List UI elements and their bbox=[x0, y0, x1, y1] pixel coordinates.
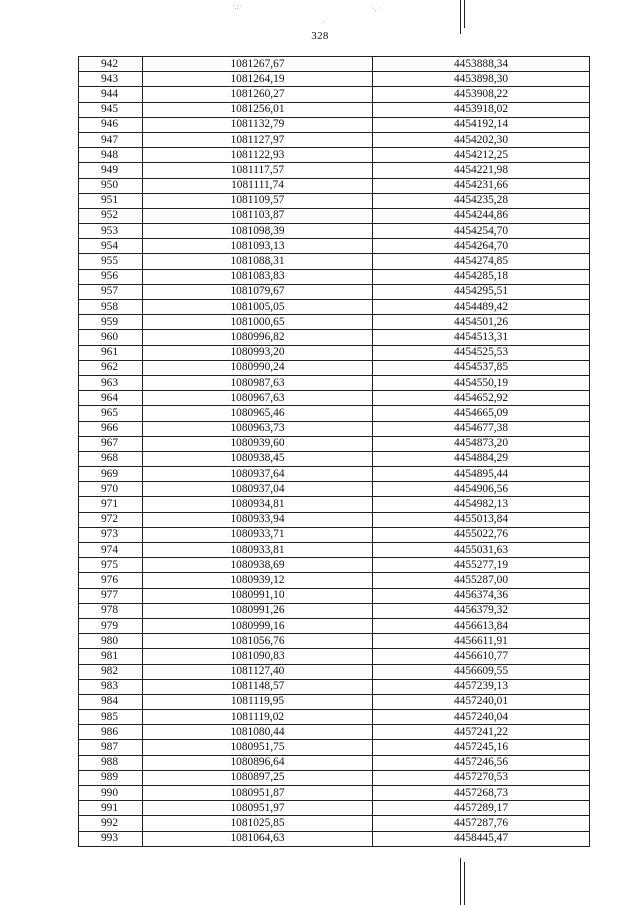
table-row bbox=[79, 178, 590, 193]
x-coordinate-cell: 1081256,01 bbox=[143, 102, 373, 117]
table-row bbox=[79, 254, 590, 269]
y-coordinate-cell: 4454295,51 bbox=[373, 284, 590, 299]
x-coordinate-cell: 1080933,94 bbox=[143, 512, 373, 527]
x-coordinate-cell: 1081064,63 bbox=[143, 831, 373, 846]
point-number-cell: 949 bbox=[79, 163, 143, 178]
point-number-cell: 979 bbox=[79, 618, 143, 633]
y-coordinate-cell: 4454221,98 bbox=[373, 163, 590, 178]
x-coordinate-cell: 1081127,97 bbox=[143, 132, 373, 147]
y-coordinate-cell: 4454513,31 bbox=[373, 330, 590, 345]
x-coordinate-cell: 1080987,63 bbox=[143, 375, 373, 390]
table-row bbox=[79, 224, 590, 239]
table-row bbox=[79, 315, 590, 330]
y-coordinate-cell: 4454501,26 bbox=[373, 315, 590, 330]
table-row bbox=[79, 57, 590, 72]
point-number-cell: 973 bbox=[79, 527, 143, 542]
point-number-cell: 955 bbox=[79, 254, 143, 269]
point-number-cell: 989 bbox=[79, 770, 143, 785]
x-coordinate-cell: 1081119,95 bbox=[143, 694, 373, 709]
point-number-cell: 977 bbox=[79, 588, 143, 603]
x-coordinate-cell: 1080939,12 bbox=[143, 573, 373, 588]
x-coordinate-cell: 1081080,44 bbox=[143, 725, 373, 740]
scan-artifact: · bbox=[322, 18, 325, 27]
y-coordinate-cell: 4455277,19 bbox=[373, 558, 590, 573]
y-coordinate-cell: 4456609,55 bbox=[373, 664, 590, 679]
binding-line bbox=[464, 862, 465, 905]
table-row bbox=[79, 588, 590, 603]
x-coordinate-cell: 1081000,65 bbox=[143, 315, 373, 330]
point-number-cell: 991 bbox=[79, 801, 143, 816]
point-number-cell: 968 bbox=[79, 451, 143, 466]
y-coordinate-cell: 4455022,76 bbox=[373, 527, 590, 542]
point-number-cell: 990 bbox=[79, 786, 143, 801]
table-row bbox=[79, 345, 590, 360]
x-coordinate-cell: 1081119,02 bbox=[143, 710, 373, 725]
x-coordinate-cell: 1080993,20 bbox=[143, 345, 373, 360]
x-coordinate-cell: 1080934,81 bbox=[143, 497, 373, 512]
table-row bbox=[79, 770, 590, 785]
point-number-cell: 988 bbox=[79, 755, 143, 770]
point-number-cell: 963 bbox=[79, 375, 143, 390]
table-row bbox=[79, 451, 590, 466]
y-coordinate-cell: 4456374,36 bbox=[373, 588, 590, 603]
table-row bbox=[79, 269, 590, 284]
y-coordinate-cell: 4454884,29 bbox=[373, 451, 590, 466]
binding-line bbox=[464, 0, 465, 28]
y-coordinate-cell: 4454873,20 bbox=[373, 436, 590, 451]
point-number-cell: 944 bbox=[79, 87, 143, 102]
x-coordinate-cell: 1081103,87 bbox=[143, 208, 373, 223]
y-coordinate-cell: 4457239,13 bbox=[373, 679, 590, 694]
x-coordinate-cell: 1080938,45 bbox=[143, 451, 373, 466]
table-row bbox=[79, 132, 590, 147]
y-coordinate-cell: 4454231,66 bbox=[373, 178, 590, 193]
y-coordinate-cell: 4454525,53 bbox=[373, 345, 590, 360]
table-row bbox=[79, 786, 590, 801]
y-coordinate-cell: 4454254,70 bbox=[373, 224, 590, 239]
table-row bbox=[79, 375, 590, 390]
table-row bbox=[79, 573, 590, 588]
x-coordinate-cell: 1080937,64 bbox=[143, 467, 373, 482]
x-coordinate-cell: 1080991,26 bbox=[143, 603, 373, 618]
x-coordinate-cell: 1081083,83 bbox=[143, 269, 373, 284]
x-coordinate-cell: 1080965,46 bbox=[143, 406, 373, 421]
y-coordinate-cell: 4453888,34 bbox=[373, 57, 590, 72]
table-row bbox=[79, 558, 590, 573]
table-row bbox=[79, 421, 590, 436]
table-row bbox=[79, 543, 590, 558]
y-coordinate-cell: 4454212,25 bbox=[373, 148, 590, 163]
y-coordinate-cell: 4457241,22 bbox=[373, 725, 590, 740]
table-row bbox=[79, 436, 590, 451]
x-coordinate-cell: 1081122,93 bbox=[143, 148, 373, 163]
point-number-cell: 978 bbox=[79, 603, 143, 618]
y-coordinate-cell: 4458445,47 bbox=[373, 831, 590, 846]
table-row bbox=[79, 300, 590, 315]
x-coordinate-cell: 1081148,57 bbox=[143, 679, 373, 694]
y-coordinate-cell: 4454895,44 bbox=[373, 467, 590, 482]
x-coordinate-cell: 1080963,73 bbox=[143, 421, 373, 436]
y-coordinate-cell: 4455031,63 bbox=[373, 543, 590, 558]
y-coordinate-cell: 4454550,19 bbox=[373, 375, 590, 390]
table-row bbox=[79, 603, 590, 618]
table-row bbox=[79, 360, 590, 375]
table-row bbox=[79, 467, 590, 482]
point-number-cell: 987 bbox=[79, 740, 143, 755]
point-number-cell: 981 bbox=[79, 649, 143, 664]
table-row bbox=[79, 649, 590, 664]
table-row bbox=[79, 163, 590, 178]
x-coordinate-cell: 1080897,25 bbox=[143, 770, 373, 785]
point-number-cell: 985 bbox=[79, 710, 143, 725]
y-coordinate-cell: 4456611,91 bbox=[373, 634, 590, 649]
point-number-cell: 948 bbox=[79, 148, 143, 163]
table-row bbox=[79, 208, 590, 223]
x-coordinate-cell: 1080991,10 bbox=[143, 588, 373, 603]
point-number-cell: 954 bbox=[79, 239, 143, 254]
x-coordinate-cell: 1080939,60 bbox=[143, 436, 373, 451]
y-coordinate-cell: 4457289,17 bbox=[373, 801, 590, 816]
point-number-cell: 971 bbox=[79, 497, 143, 512]
table-row bbox=[79, 512, 590, 527]
point-number-cell: 956 bbox=[79, 269, 143, 284]
x-coordinate-cell: 1081111,74 bbox=[143, 178, 373, 193]
y-coordinate-cell: 4457270,53 bbox=[373, 770, 590, 785]
y-coordinate-cell: 4454285,18 bbox=[373, 269, 590, 284]
x-coordinate-cell: 1080999,16 bbox=[143, 618, 373, 633]
x-coordinate-cell: 1081267,67 bbox=[143, 57, 373, 72]
x-coordinate-cell: 1080933,71 bbox=[143, 527, 373, 542]
y-coordinate-cell: 4454665,09 bbox=[373, 406, 590, 421]
table-row bbox=[79, 117, 590, 132]
y-coordinate-cell: 4454235,28 bbox=[373, 193, 590, 208]
x-coordinate-cell: 1081056,76 bbox=[143, 634, 373, 649]
table-row bbox=[79, 102, 590, 117]
coordinates-table bbox=[78, 56, 590, 847]
point-number-cell: 983 bbox=[79, 679, 143, 694]
table-row bbox=[79, 330, 590, 345]
y-coordinate-cell: 4457287,76 bbox=[373, 816, 590, 831]
binding-line bbox=[460, 858, 461, 905]
point-number-cell: 942 bbox=[79, 57, 143, 72]
y-coordinate-cell: 4454244,86 bbox=[373, 208, 590, 223]
y-coordinate-cell: 4454982,13 bbox=[373, 497, 590, 512]
table-row bbox=[79, 497, 590, 512]
x-coordinate-cell: 1081132,79 bbox=[143, 117, 373, 132]
point-number-cell: 970 bbox=[79, 482, 143, 497]
point-number-cell: 986 bbox=[79, 725, 143, 740]
binding-line bbox=[460, 0, 461, 34]
x-coordinate-cell: 1081098,39 bbox=[143, 224, 373, 239]
point-number-cell: 984 bbox=[79, 694, 143, 709]
point-number-cell: 959 bbox=[79, 315, 143, 330]
x-coordinate-cell: 1080951,87 bbox=[143, 786, 373, 801]
scan-artifact: ·.:· bbox=[232, 2, 242, 11]
x-coordinate-cell: 1080951,97 bbox=[143, 801, 373, 816]
x-coordinate-cell: 1080937,04 bbox=[143, 482, 373, 497]
x-coordinate-cell: 1081090,83 bbox=[143, 649, 373, 664]
x-coordinate-cell: 1080938,69 bbox=[143, 558, 373, 573]
table-row bbox=[79, 664, 590, 679]
y-coordinate-cell: 4454537,85 bbox=[373, 360, 590, 375]
point-number-cell: 972 bbox=[79, 512, 143, 527]
y-coordinate-cell: 4453908,22 bbox=[373, 87, 590, 102]
point-number-cell: 958 bbox=[79, 300, 143, 315]
table-row bbox=[79, 527, 590, 542]
point-number-cell: 962 bbox=[79, 360, 143, 375]
scan-artifact: ·. · bbox=[372, 4, 382, 13]
x-coordinate-cell: 1080967,63 bbox=[143, 391, 373, 406]
point-number-cell: 974 bbox=[79, 543, 143, 558]
point-number-cell: 982 bbox=[79, 664, 143, 679]
x-coordinate-cell: 1080951,75 bbox=[143, 740, 373, 755]
y-coordinate-cell: 4456379,32 bbox=[373, 603, 590, 618]
x-coordinate-cell: 1080990,24 bbox=[143, 360, 373, 375]
point-number-cell: 967 bbox=[79, 436, 143, 451]
y-coordinate-cell: 4457268,73 bbox=[373, 786, 590, 801]
y-coordinate-cell: 4453898,30 bbox=[373, 72, 590, 87]
point-number-cell: 943 bbox=[79, 72, 143, 87]
y-coordinate-cell: 4454906,56 bbox=[373, 482, 590, 497]
table-row bbox=[79, 482, 590, 497]
x-coordinate-cell: 1081025,85 bbox=[143, 816, 373, 831]
point-number-cell: 957 bbox=[79, 284, 143, 299]
table-row bbox=[79, 72, 590, 87]
point-number-cell: 966 bbox=[79, 421, 143, 436]
point-number-cell: 993 bbox=[79, 831, 143, 846]
table-row bbox=[79, 755, 590, 770]
x-coordinate-cell: 1081079,67 bbox=[143, 284, 373, 299]
y-coordinate-cell: 4454192,14 bbox=[373, 117, 590, 132]
coordinates-table-body bbox=[79, 57, 590, 847]
table-row bbox=[79, 634, 590, 649]
y-coordinate-cell: 4457246,56 bbox=[373, 755, 590, 770]
y-coordinate-cell: 4456610,77 bbox=[373, 649, 590, 664]
table-row bbox=[79, 816, 590, 831]
x-coordinate-cell: 1081127,40 bbox=[143, 664, 373, 679]
point-number-cell: 992 bbox=[79, 816, 143, 831]
table-row bbox=[79, 148, 590, 163]
x-coordinate-cell: 1081093,13 bbox=[143, 239, 373, 254]
x-coordinate-cell: 1080933,81 bbox=[143, 543, 373, 558]
table-row bbox=[79, 87, 590, 102]
table-row bbox=[79, 406, 590, 421]
table-row bbox=[79, 193, 590, 208]
y-coordinate-cell: 4457240,04 bbox=[373, 710, 590, 725]
x-coordinate-cell: 1080896,64 bbox=[143, 755, 373, 770]
point-number-cell: 975 bbox=[79, 558, 143, 573]
x-coordinate-cell: 1081117,57 bbox=[143, 163, 373, 178]
point-number-cell: 976 bbox=[79, 573, 143, 588]
y-coordinate-cell: 4454677,38 bbox=[373, 421, 590, 436]
y-coordinate-cell: 4454489,42 bbox=[373, 300, 590, 315]
point-number-cell: 946 bbox=[79, 117, 143, 132]
y-coordinate-cell: 4457240,01 bbox=[373, 694, 590, 709]
table-row bbox=[79, 239, 590, 254]
table-row bbox=[79, 801, 590, 816]
point-number-cell: 953 bbox=[79, 224, 143, 239]
x-coordinate-cell: 1081088,31 bbox=[143, 254, 373, 269]
point-number-cell: 964 bbox=[79, 391, 143, 406]
point-number-cell: 950 bbox=[79, 178, 143, 193]
table-row bbox=[79, 391, 590, 406]
point-number-cell: 969 bbox=[79, 467, 143, 482]
table-row bbox=[79, 284, 590, 299]
point-number-cell: 960 bbox=[79, 330, 143, 345]
page-number: 328 bbox=[311, 30, 329, 42]
y-coordinate-cell: 4456613,84 bbox=[373, 618, 590, 633]
point-number-cell: 961 bbox=[79, 345, 143, 360]
table-row bbox=[79, 725, 590, 740]
table-row bbox=[79, 740, 590, 755]
point-number-cell: 980 bbox=[79, 634, 143, 649]
x-coordinate-cell: 1081005,05 bbox=[143, 300, 373, 315]
point-number-cell: 952 bbox=[79, 208, 143, 223]
point-number-cell: 945 bbox=[79, 102, 143, 117]
y-coordinate-cell: 4454652,92 bbox=[373, 391, 590, 406]
y-coordinate-cell: 4454202,30 bbox=[373, 132, 590, 147]
y-coordinate-cell: 4455013,84 bbox=[373, 512, 590, 527]
x-coordinate-cell: 1081109,57 bbox=[143, 193, 373, 208]
table-row bbox=[79, 618, 590, 633]
point-number-cell: 947 bbox=[79, 132, 143, 147]
y-coordinate-cell: 4453918,02 bbox=[373, 102, 590, 117]
y-coordinate-cell: 4454264,70 bbox=[373, 239, 590, 254]
x-coordinate-cell: 1081264,19 bbox=[143, 72, 373, 87]
y-coordinate-cell: 4455287,00 bbox=[373, 573, 590, 588]
point-number-cell: 965 bbox=[79, 406, 143, 421]
y-coordinate-cell: 4454274,85 bbox=[373, 254, 590, 269]
table-row bbox=[79, 694, 590, 709]
table-row bbox=[79, 710, 590, 725]
x-coordinate-cell: 1080996,82 bbox=[143, 330, 373, 345]
x-coordinate-cell: 1081260,27 bbox=[143, 87, 373, 102]
table-row bbox=[79, 831, 590, 846]
table-row bbox=[79, 679, 590, 694]
y-coordinate-cell: 4457245,16 bbox=[373, 740, 590, 755]
point-number-cell: 951 bbox=[79, 193, 143, 208]
